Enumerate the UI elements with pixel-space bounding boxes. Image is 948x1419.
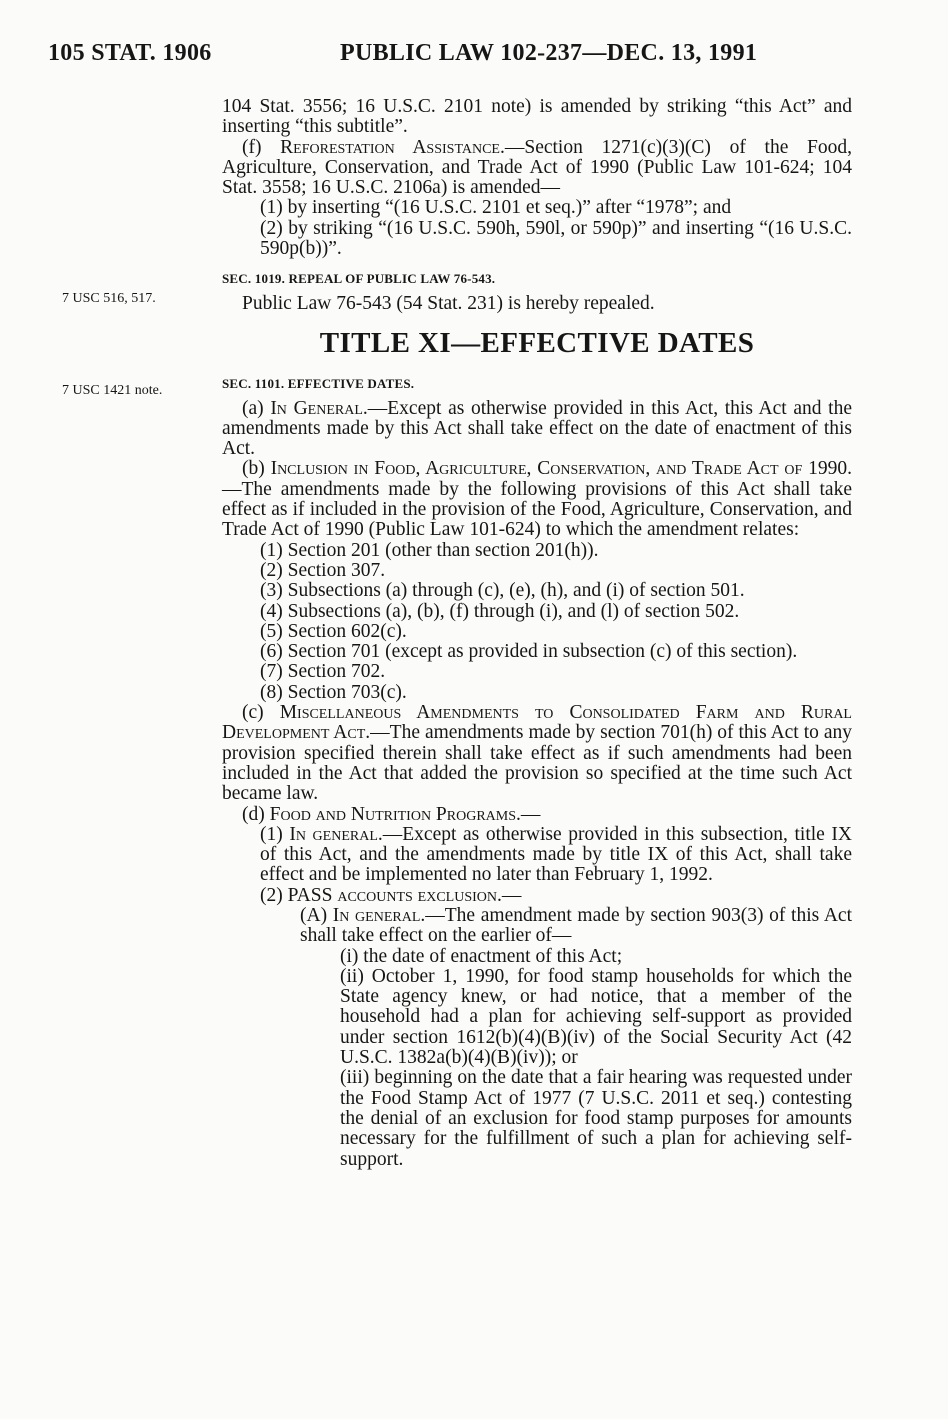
list-item: (2) Section 307.	[260, 559, 386, 581]
subsection-b-heading: Inclusion in Food, Agriculture, Conservation, and Trade Act of 1990.	[270, 458, 852, 480]
subsection-a-heading: In General.	[270, 397, 368, 419]
paragraph-d2-heading: accounts exclusion.	[337, 884, 502, 906]
margin-note-sec1101: 7 USC 1421 note.	[62, 383, 163, 398]
clause-i: (i) the date of enactment of this Act;	[340, 945, 623, 967]
section-1019-text: Public Law 76-543 (54 Stat. 231) is hereby repealed.	[242, 292, 655, 314]
running-head: PUBLIC LAW 102-237—DEC. 13, 1991	[340, 40, 758, 66]
list-item: (5) Section 602(c).	[260, 620, 407, 642]
clause-f1: (1) by inserting “(16 U.S.C. 2101 et seq.)” after “1978”; and	[260, 197, 732, 219]
clause-f2: (2) by striking “(16 U.S.C. 590h, 590l, or 590p)” and inserting “(16 U.S.C. 590p(b))”.	[260, 217, 852, 260]
section-1019-heading: SEC. 1019. REPEAL OF PUBLIC LAW 76-543.	[222, 271, 496, 287]
subsection-c: (c) Miscellaneous Amendments to Consolidated Farm and Rural Development Act.—The amendments made by section 701(h) of this Act to any provision specified therein shall take effect as if such amendments had been included in the Act that added the provision so specified at the time such Act became law.	[222, 702, 852, 805]
list-item: (8) Section 703(c).	[260, 681, 407, 703]
paragraph-d1: (1) In general.—Except as otherwise provided in this subsection, title IX of this Act, and the amendments made by title IX of this Act, shall take effect and be implemented no later than February 1, 1992.	[260, 823, 852, 886]
clause-ii: (ii) October 1, 1990, for food stamp households for which the State agency knew, or had notice, that a member of the household had a plan for achieving self-support as provided under section 1612(b)(4)(B)(iv) of the Social Security Act (42 U.S.C. 1382a(b)(4)(B)(iv)); or	[340, 965, 852, 1069]
list-item: (1) Section 201 (other than section 201(h)).	[260, 539, 599, 561]
subsection-c-heading: Miscellaneous Amendments to Consolidated Farm and Rural Development Act.	[222, 702, 852, 744]
subsection-f: (f) Reforestation Assistance.—Section 1271(c)(3)(C) of the Food, Agriculture, Conservation, and Trade Act of 1990 (Public Law 101-624; 104 Stat. 3558; 16 U.S.C. 2106a) is amended—	[222, 136, 852, 199]
list-item: (7) Section 702.	[260, 661, 386, 683]
margin-note-sec1019: 7 USC 516, 517.	[62, 291, 156, 306]
title-heading: TITLE XI—EFFECTIVE DATES	[319, 326, 755, 359]
paragraph-d1-heading: In general.	[289, 823, 383, 845]
subsection-d-heading: Food and Nutrition Programs.	[269, 803, 521, 825]
paragraph-continuation: 104 Stat. 3556; 16 U.S.C. 2101 note) is amended by striking “this Act” and inserting “this subtitle”.	[222, 96, 852, 138]
subsection-a: (a) In General.—Except as otherwise provided in this Act, this Act and the amendments made by this Act shall take effect on the date of enactment of this Act.	[222, 397, 852, 460]
paragraph-d2: (2) PASS accounts exclusion.—	[260, 884, 522, 906]
subsection-d: (d) Food and Nutrition Programs.—	[242, 803, 541, 825]
subparagraph-dA: (A) In general.—The amendment made by section 903(3) of this Act shall take effect on the earlier of—	[300, 904, 852, 947]
subparagraph-dA-heading: In general.	[332, 904, 426, 926]
list-item: (3) Subsections (a) through (c), (e), (h), and (i) of section 501.	[260, 580, 745, 602]
subsection-f-heading: Reforestation Assistance.	[280, 136, 505, 158]
statute-body	[222, 97, 852, 1170]
list-item: (4) Subsections (a), (b), (f) through (i), and (l) of section 502.	[260, 600, 740, 622]
list-item: (6) Section 701 (except as provided in subsection (c) of this section).	[260, 641, 798, 663]
subsection-b: (b) Inclusion in Food, Agriculture, Conservation, and Trade Act of 1990.—The amendments made by the following provisions of this Act shall take effect as if included in the provision of the Food, Agriculture, Conservation, and Trade Act of 1990 (Public Law 101-624) to which the amendment relates:	[222, 458, 852, 541]
section-1101-heading: SEC. 1101. EFFECTIVE DATES.	[222, 376, 415, 392]
clause-iii: (iii) beginning on the date that a fair hearing was requested under the Food Stamp Act of 1977 (7 U.S.C. 2011 et seq.) contesting the denial of an exclusion for food stamp purposes for amounts necessary for the fulfillment of such a plan for achieving self-support.	[340, 1067, 852, 1170]
stat-page-number: 105 STAT. 1906	[48, 40, 212, 66]
